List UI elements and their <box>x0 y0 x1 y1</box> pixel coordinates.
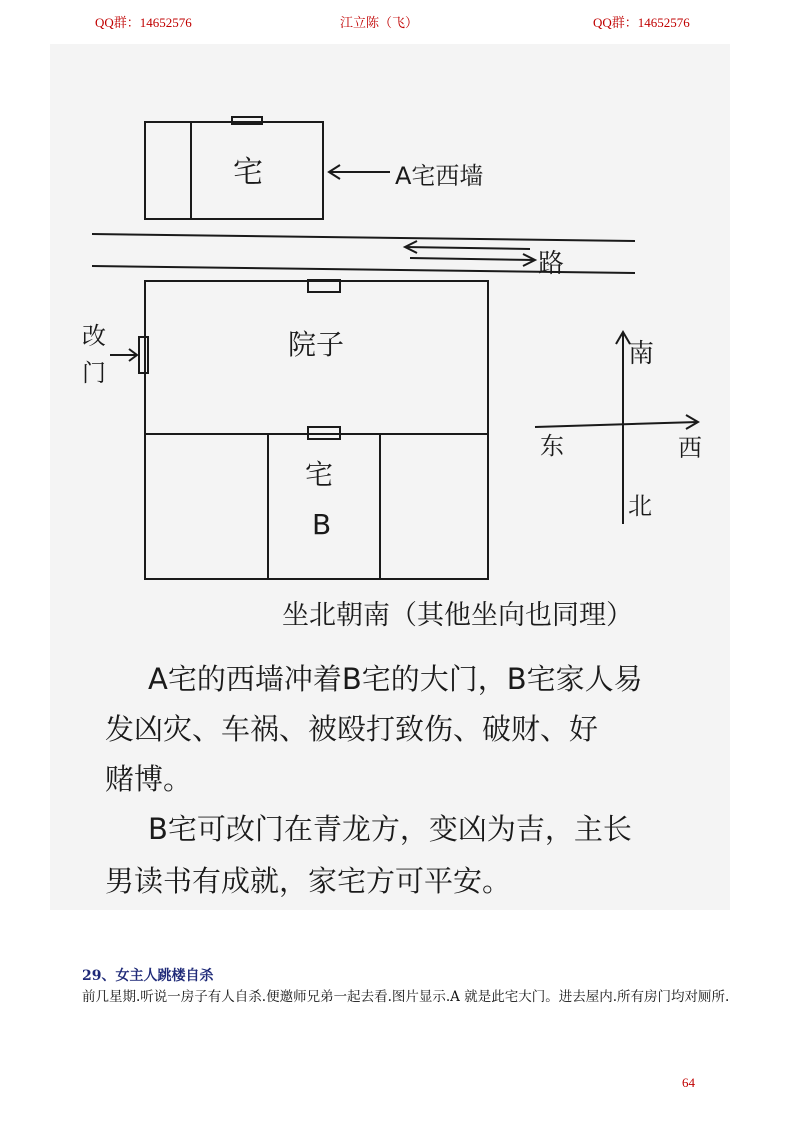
header-qq-right: QQ群：14652576 <box>593 15 690 30</box>
house-b-label-2: B <box>312 508 332 541</box>
road-arrow-lower <box>410 258 535 260</box>
header-author: 江立陈（飞） <box>340 15 419 30</box>
compass-east-label: 东 <box>540 432 564 460</box>
compass-ew-axis <box>535 422 698 427</box>
road-label: 路 <box>538 249 565 279</box>
compass-south-label: 南 <box>628 339 655 369</box>
a-west-wall-label: A宅西墙 <box>395 162 484 190</box>
article-body: 前几星期.听说一房子有人自杀.便邀师兄弟一起去看.图片显示.A 就是此宅大门。进去屋内.所有房门均对厕所. <box>82 989 730 1005</box>
compass-north-label: 北 <box>628 492 652 520</box>
header-qq-left: QQ群：14652576 <box>95 15 192 30</box>
page-header <box>0 12 793 36</box>
house-b-label-1: 宅 <box>305 458 334 491</box>
page-number: 64 <box>682 1075 695 1090</box>
gate-label-1: 改 <box>82 322 106 350</box>
courtyard-label: 院子 <box>288 328 345 361</box>
note-line-5: B宅可改门在青龙方，变凶为吉，主长 <box>148 812 632 846</box>
fengshui-sketch <box>50 44 730 910</box>
gate-label-2: 门 <box>82 359 106 387</box>
note-line-6: 男读书有成就，家宅方可平安。 <box>105 864 512 898</box>
scanned-diagram <box>50 44 730 910</box>
changed-gate <box>139 337 148 373</box>
road-arrow-upper <box>405 247 530 249</box>
house-a-label: 宅 <box>233 155 263 190</box>
note-line-2: A宅的西墙冲着B宅的大门，B宅家人易 <box>148 662 643 696</box>
note-line-3: 发凶灾、车祸、被殴打致伤、破财、好 <box>105 712 599 746</box>
note-line-4: 赌博。 <box>105 762 193 796</box>
article-title: 29、女主人跳楼自杀 <box>82 968 214 984</box>
note-line-1: 坐北朝南（其他坐向也同理） <box>282 600 633 631</box>
compass-west-label: 西 <box>678 434 702 462</box>
road-line-top <box>92 234 635 241</box>
